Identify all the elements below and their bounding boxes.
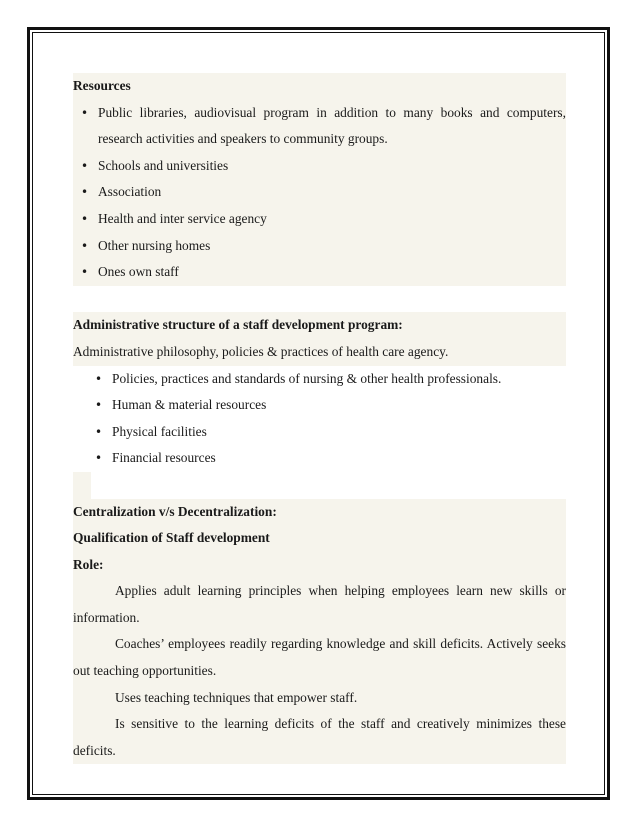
role-paragraph: Applies adult learning principles when helping employees learn new skills or information.	[73, 583, 566, 625]
role-paragraph: Coaches’ employees readily regarding knowledge and skill deficits. Actively seeks out teaching opportunities.	[73, 636, 566, 679]
list-item: • Public libraries, audiovisual program in addition to many books and computers, research activities and speakers to community groups.	[73, 100, 566, 153]
resources-heading: Resources	[73, 78, 131, 93]
centralization-heading: Centralization v/s Decentralization:	[73, 503, 277, 519]
spacer	[73, 286, 566, 313]
list-item: • Physical facilities	[87, 419, 545, 446]
resources-section	[73, 73, 566, 286]
list-item: • Association	[73, 179, 566, 206]
admin-list	[87, 366, 545, 472]
list-item: • Policies, practices and standards of nursing & other health professionals.	[87, 366, 545, 393]
shade-marker	[73, 472, 91, 499]
list-item: • Ones own staff	[73, 259, 566, 286]
document-body	[73, 73, 566, 764]
role-paragraph: Uses teaching techniques that empower staff.	[115, 689, 358, 705]
role-paragraph: Is sensitive to the learning deficits of the staff and creatively minimizes these deficits.	[73, 716, 566, 758]
qualification-heading: Qualification of Staff development	[73, 530, 270, 546]
admin-intro: Administrative philosophy, policies & practices of health care agency.	[73, 339, 566, 366]
admin-section	[73, 312, 566, 498]
resources-list	[73, 100, 566, 286]
list-item: • Other nursing homes	[73, 233, 566, 260]
role-heading: Role:	[73, 556, 104, 572]
list-item: • Health and inter service agency	[73, 206, 566, 233]
list-item: • Human & material resources	[87, 392, 545, 419]
centralization-section	[73, 499, 566, 765]
admin-heading: Administrative structure of a staff development program:	[73, 312, 566, 339]
list-item: • Schools and universities	[73, 153, 566, 180]
list-item: • Financial resources	[87, 445, 545, 472]
